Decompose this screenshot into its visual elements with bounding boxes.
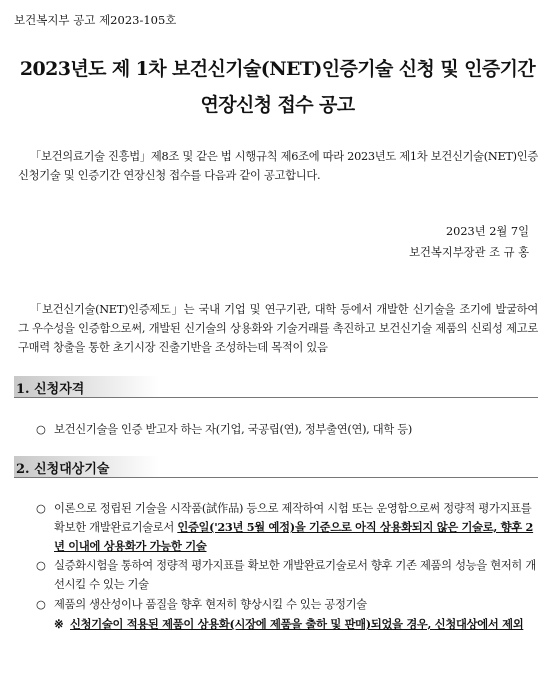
signature-block [409, 221, 529, 263]
list-item-plain-text: 이론으로 정립된 기술을 시작품(試作品) 등으로 제작하여 시험 또는 운영함으로써 정량적 평가지표를 확보한 개발완료기술로서 [54, 502, 532, 534]
list-item-text: 제품의 생산성이나 품질을 향후 현저히 향상시킬 수 있는 공정기술 [54, 598, 367, 611]
list-item-text: 실증화시험을 통하여 정량적 평가지표를 확보한 개발완료기술로서 향후 기존 제품의 성능을 현저히 개선시킬 수 있는 기술 [54, 559, 536, 591]
notice-number: 보건복지부 공고 제2023-105호 [14, 13, 177, 27]
list-item [36, 595, 542, 614]
intro-paragraph: 「보건의료기술 진흥법」제8조 및 같은 법 시행규칙 제6조에 따라 2023년도 제1차 보건신기술(NET)인증 신청기술 및 인증기간 연장신청 접수를 다음과 같이 공고합니다. [18, 150, 538, 182]
description-paragraph: 「보건신기술(NET)인증제도」는 국내 기업 및 연구기관, 대학 등에서 개발한 신기술을 조기에 발굴하여 그 우수성을 인증함으로써, 개발된 신기술의 상용화와 기술거래를 촉진하고 보건신기술 제품의 신뢰성 제고로 구매력 창출을 통한 초기시장 진출기반을 조성하는데 목적이 있음 [18, 303, 538, 354]
emphasis-text: 인증일('23년 5월 예정)을 기준으로 아직 상용화되지 않은 기술로, 향후 2년 이내에 상용화가 가능한 기술 [54, 520, 534, 553]
issuer-name: 보건복지부장관 조 규 홍 [409, 246, 529, 259]
circle-bullet-icon: ○ [36, 598, 46, 611]
list-item [36, 499, 542, 556]
circle-bullet-icon: ○ [36, 502, 46, 515]
section-heading-target-tech [14, 457, 538, 477]
section-title: 2. 신청대상기술 [16, 462, 110, 477]
document-title-line2: 연장신청 접수 공고 [200, 94, 355, 116]
list-item-text [36, 499, 542, 556]
list-item-text: 보건신기술을 인증 받고자 하는 자(기업, 국공립(연), 정부출연(연), 대학 등) [54, 423, 413, 436]
circle-bullet-icon: ○ [36, 423, 46, 436]
document-title-line1: 2023년도 제 1차 보건신기술(NET)인증기술 신청 및 인증기간 [19, 58, 536, 80]
circle-bullet-icon: ○ [36, 559, 46, 572]
notice-date: 2023년 2월 7일 [445, 225, 529, 238]
list-item [36, 556, 542, 594]
list-item [36, 420, 542, 439]
section-divider [14, 397, 538, 398]
note-text: 신청기술이 적용된 제품이 상용화(시장에 제품을 출하 및 판매)되었을 경우, 신청대상에서 제외 [70, 617, 524, 631]
exclusion-note [54, 615, 540, 634]
section-title: 1. 신청자격 [16, 382, 85, 397]
reference-mark-icon: ※ [54, 617, 64, 631]
section-heading-eligibility [14, 377, 538, 397]
section-divider [14, 477, 538, 478]
